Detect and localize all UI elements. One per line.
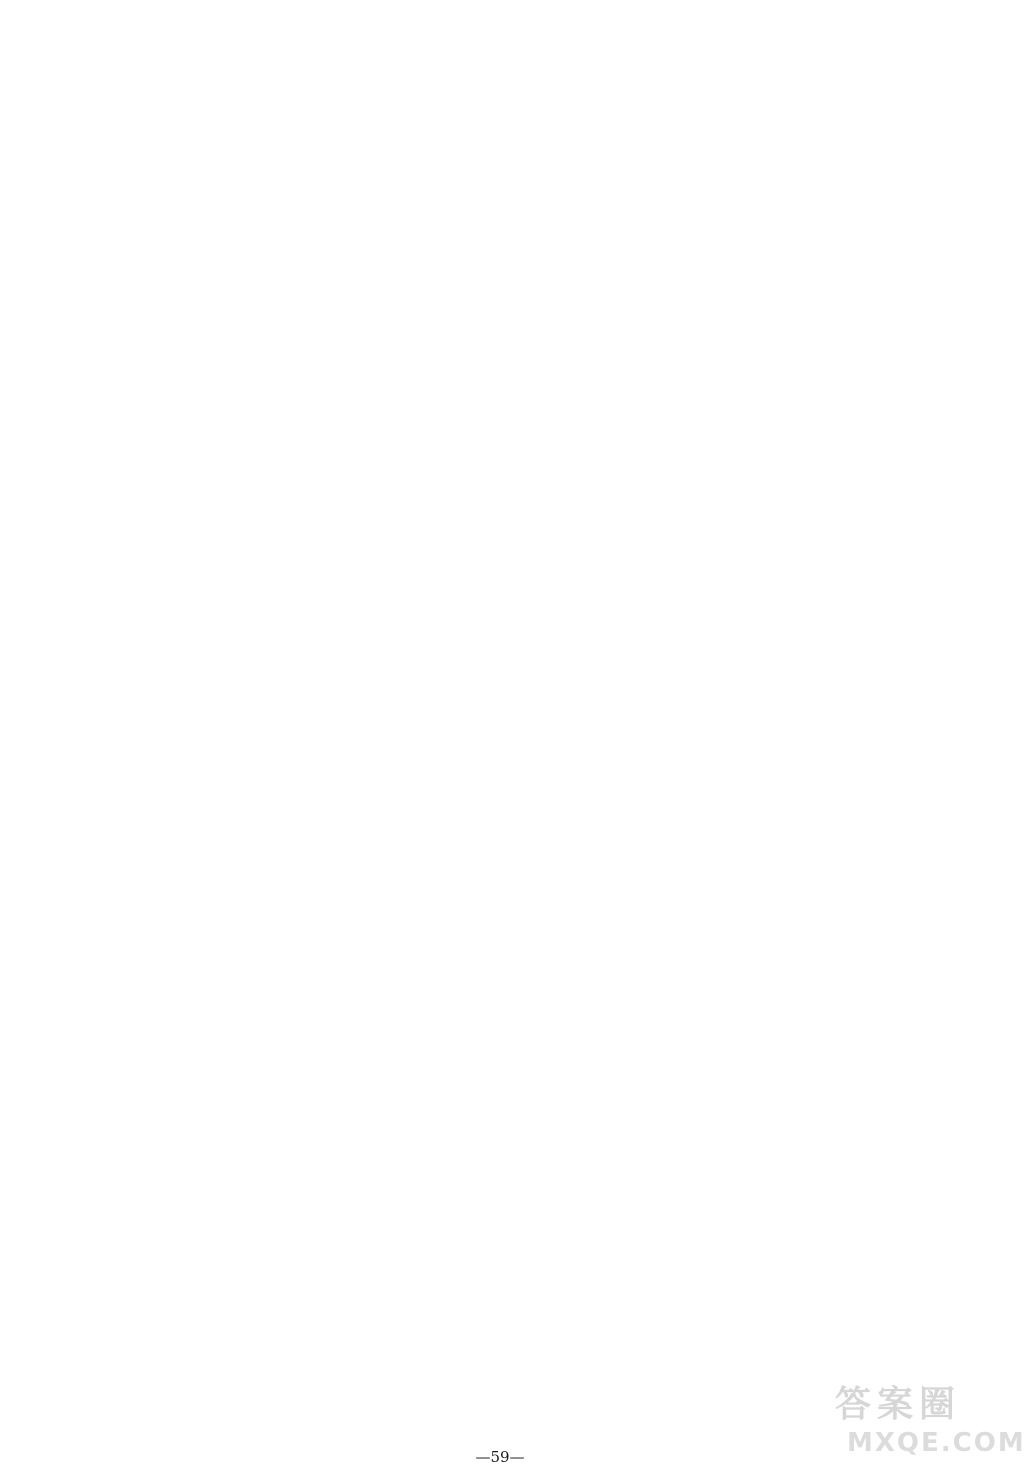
page-number: —59— xyxy=(475,1448,525,1466)
watermark-url: MXQE.COM xyxy=(847,1428,1026,1458)
watermark-logo: 答案圈 xyxy=(835,1384,962,1425)
watermark xyxy=(835,1376,1026,1471)
